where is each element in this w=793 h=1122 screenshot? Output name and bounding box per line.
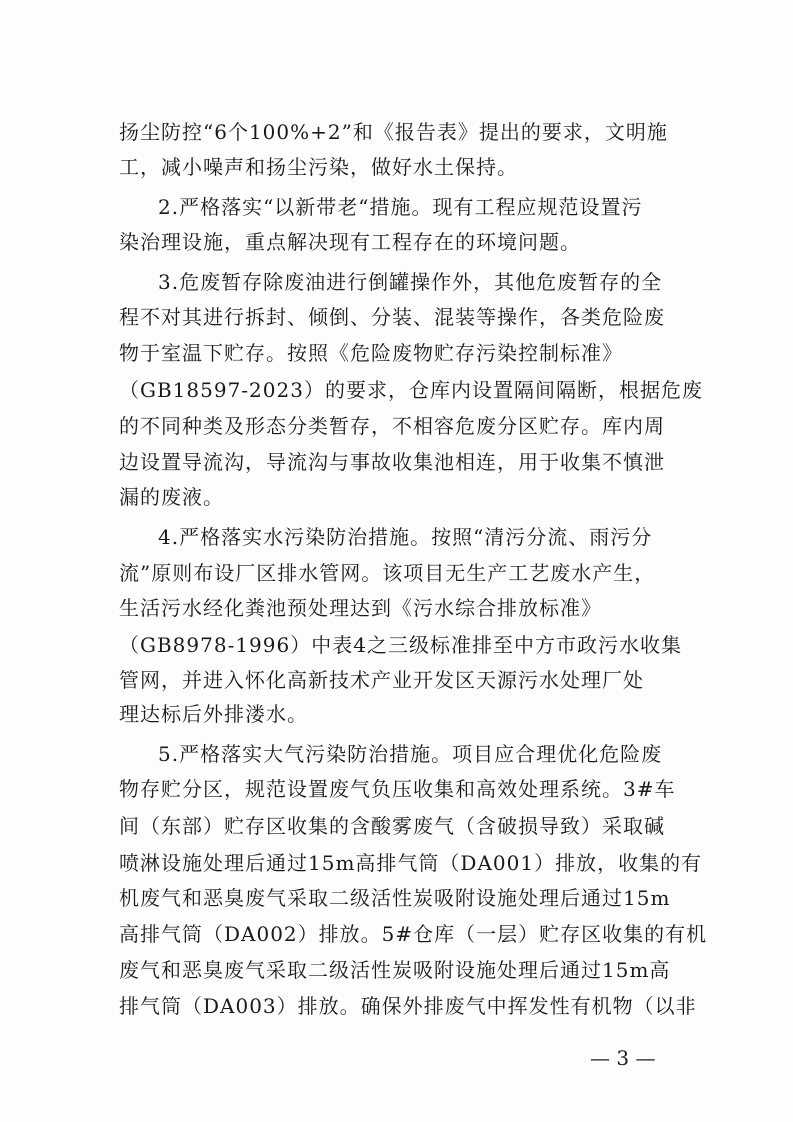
text-line (0, 297, 793, 337)
text-line-content: 工，减小噪声和扬尘污染，做好水土保持。 (119, 155, 518, 179)
text-line-content: 管网，并进入怀化高新技术产业开发区天源污水处理厂处 (119, 668, 644, 692)
text-line (0, 370, 793, 410)
text-line (0, 878, 793, 918)
text-line-content: 的不同种类及形态分类暂存，不相容危废分区贮存。库内周 (119, 414, 665, 438)
text-line-content: 机废气和恶臭废气采取二级活性炭吸附设施处理后通过15m (119, 886, 671, 910)
text-line (0, 147, 793, 187)
text-line-content: （GB8978-1996）中表4之三级标准排至中方市政污水收集 (119, 633, 682, 657)
text-line-content: 物于室温下贮存。按照《危险废物贮存污染控制标准》 (119, 341, 623, 365)
text-line (0, 333, 793, 373)
text-line (0, 806, 793, 846)
text-line (0, 112, 793, 152)
text-line (0, 442, 793, 482)
text-line-content: 排气筒（DA003）排放。确保外排废气中挥发性有机物（以非 (119, 994, 697, 1018)
text-line-content: （GB18597-2023）的要求，仓库内设置隔间隔断，根据危废 (119, 378, 703, 402)
text-line (0, 950, 793, 990)
text-line-content: 2.严格落实“以新带老“措施。现有工程应规范设置污 (158, 195, 643, 219)
text-line-content: 理达标后外排溇水。 (119, 702, 308, 726)
text-line-content: 染治理设施，重点解决现有工程存在的环境问题。 (119, 230, 581, 254)
text-line-content: 物存贮分区，规范设置废气负压收集和高效处理系统。3#车 (119, 777, 676, 801)
text-line (0, 406, 793, 446)
text-line-content: 流”原则布设厂区排水管网。该项目无生产工艺废水产生， (119, 561, 656, 585)
text-line-content: 生活污水经化粪池预处理达到《污水综合排放标准》 (119, 596, 602, 620)
page-number: — 3 — (590, 1046, 656, 1070)
text-line (0, 914, 793, 954)
text-line-content: 高排气筒（DA002）排放。5#仓库（一层）贮存区收集的有机 (119, 922, 708, 946)
text-line-content: 程不对其进行拆封、倾倒、分装、混装等操作，各类危险废 (119, 305, 665, 329)
text-line (0, 734, 793, 774)
text-line (0, 262, 793, 302)
text-line (0, 222, 793, 262)
text-line-content: 喷淋设施处理后通过15m高排气筒（DA001）排放，收集的有 (119, 851, 703, 875)
text-line (0, 477, 793, 517)
text-line (0, 986, 793, 1026)
text-line (0, 843, 793, 883)
text-line (0, 517, 793, 557)
text-line-content: 废气和恶臭废气采取二级活性炭吸附设施处理后通过15m高 (119, 958, 671, 982)
text-line-content: 3.危废暂存除废油进行倒罐操作外，其他危废暂存的全 (158, 270, 663, 294)
text-line (0, 588, 793, 628)
text-line-content: 间（东部）贮存区收集的含酸雾废气（含破损导致）采取碱 (119, 814, 665, 838)
text-line (0, 553, 793, 593)
text-line-content: 漏的废液。 (119, 485, 224, 509)
text-line-content: 5.严格落实大气污染防治措施。项目应合理优化危险废 (158, 742, 663, 766)
text-line (0, 187, 793, 227)
text-line (0, 769, 793, 809)
text-line-content: 边设置导流沟，导流沟与事故收集池相连，用于收集不慎泄 (119, 450, 665, 474)
text-line-content: 4.严格落实水污染防治措施。按照“清污分流、雨污分 (158, 525, 653, 549)
text-line (0, 625, 793, 665)
text-line (0, 694, 793, 734)
text-line-content: 扬尘防控“6个100%+2”和《报告表》提出的要求，文明施 (119, 120, 668, 144)
